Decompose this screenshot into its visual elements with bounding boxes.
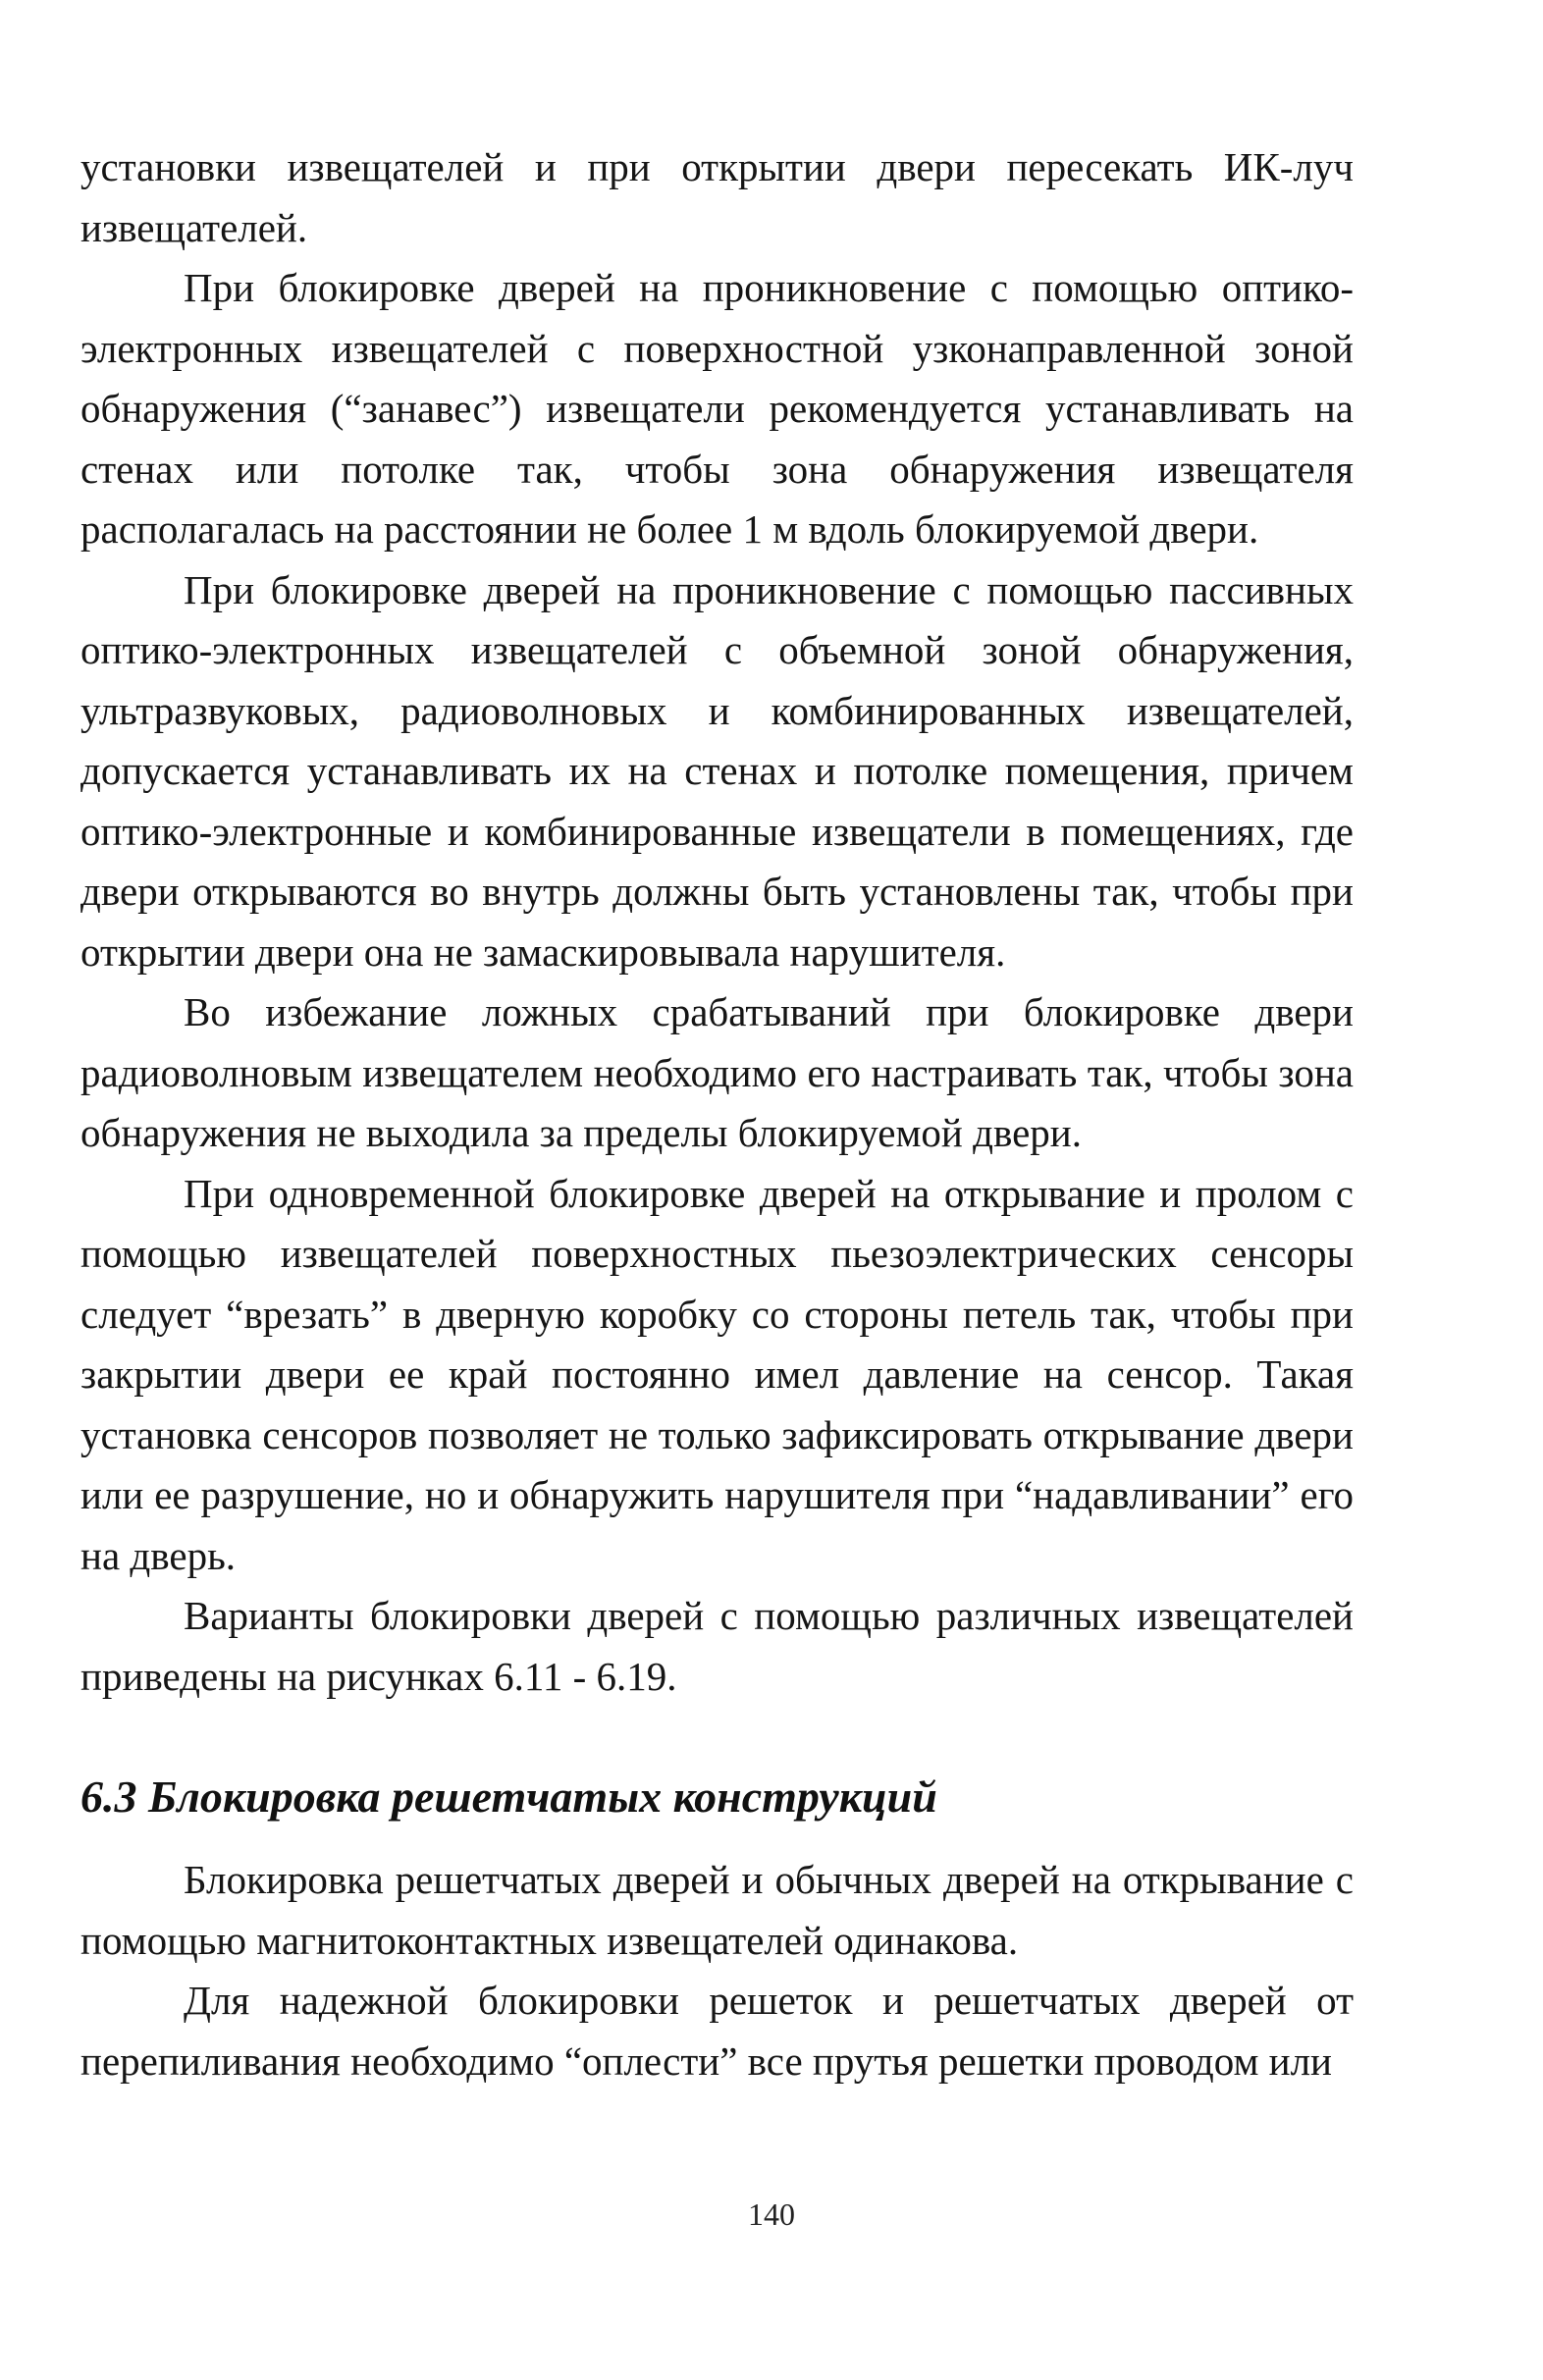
paragraph-continued: установки извещателей и при открытии двери пересекать ИК-луч извещателей. [80, 144, 1354, 250]
paragraph-piezo-sensors: При одновременной блокировке дверей на открывание и пролом с помощью извещателей поверхностных пьезоэлектрических сенсоры следует “врезать” в дверную коробку со стороны петель так, чтобы при закрытии двери ее край постоянно имел давление на сенсор. Такая установка сенсоров позволяет не только зафиксировать открывание двери или ее разрушение, но и обнаружить нарушителя при “надавливании” его на дверь. [80, 1170, 1354, 1578]
text-column [80, 137, 1354, 2091]
paragraph-grille-doors: Блокировка решетчатых дверей и обычных дверей на открывание с помощью магнитоконтактных извещателей одинакова. [80, 1857, 1354, 1963]
paragraph-optoelectronic-curtain: При блокировке дверей на проникновение с помощью оптико-электронных извещателей с поверхностной узконаправленной зоной обнаружения (“занавес”) извещатели рекомендуется устанавливать на стенах или потолке так, чтобы зона обнаружения извещателя располагалась на расстоянии не более 1 м вдоль блокируемой двери. [80, 265, 1354, 552]
paragraph-radiowave-detector: Во избежание ложных срабатываний при блокировке двери радиоволновым извещателем необходимо его настраивать так, чтобы зона обнаружения не выходила за пределы блокируемой двери. [80, 989, 1354, 1155]
section-heading: 6.3 Блокировка решетчатых конструкций [80, 1772, 937, 1822]
paragraph-grille-wiring: Для надежной блокировки решеток и решетчатых дверей от перепиливания необходимо “оплести” все прутья решетки проводом или [80, 1978, 1354, 2084]
page-number: 140 [748, 2196, 795, 2232]
paragraph-figure-reference: Варианты блокировки дверей с помощью различных извещателей приведены на рисунках 6.11 - 6.19. [80, 1593, 1354, 1699]
paragraph-volumetric-detectors: При блокировке дверей на проникновение с помощью пассивных оптико-электронных извещателей с объемной зоной обнаружения, ультразвуковых, радиоволновых и комбинированных извещателей, допускается устанавливать их на стенах и потолке помещения, причем оптико-электронные и комбинированные извещатели в помещениях, где двери открываются во внутрь должны быть установлены так, чтобы при открытии двери она не замаскировывала нарушителя. [80, 566, 1354, 975]
